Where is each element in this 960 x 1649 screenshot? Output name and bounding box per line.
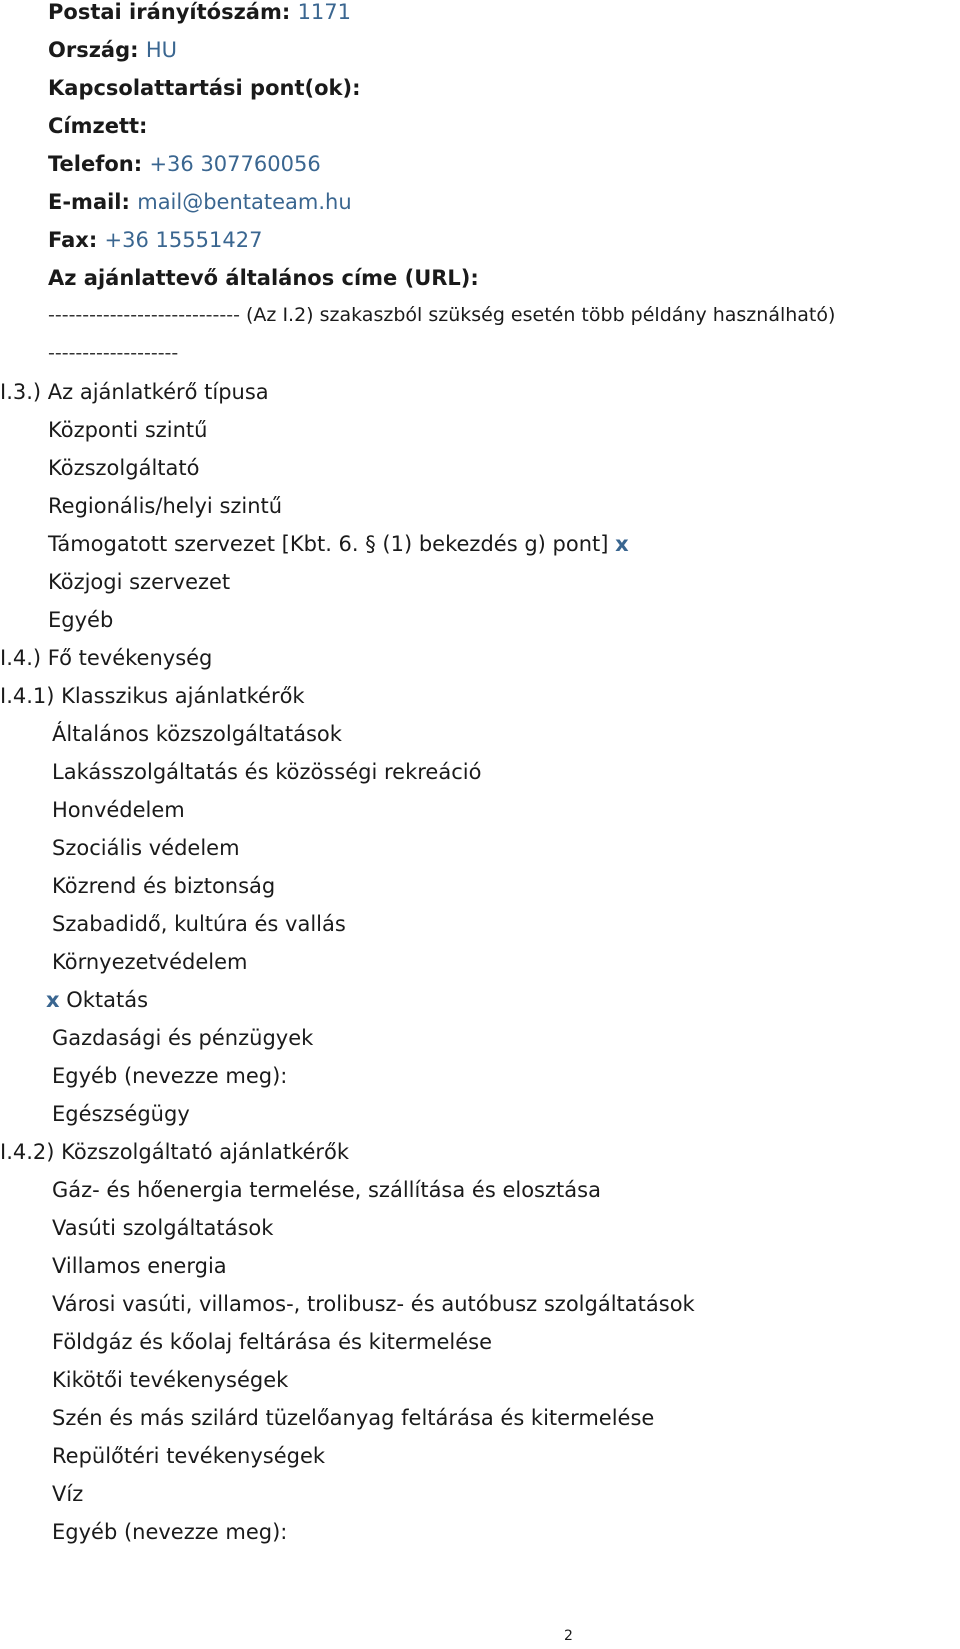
separator-note: (Az I.2) szakaszból szükség esetén több példány használható): [246, 304, 836, 326]
section-14-heading: I.4.) Fő tevékenység: [0, 646, 213, 670]
list-item-label: Támogatott szervezet [Kbt. 6. § (1) bekezdés g) pont]: [48, 532, 609, 556]
list-item: Szén és más szilárd tüzelőanyag feltárása és kitermelése: [52, 1406, 655, 1430]
separator-dashes-left: ----------------------------: [48, 304, 240, 326]
list-item: Egészségügy: [52, 1102, 190, 1126]
list-item: Villamos energia: [52, 1254, 227, 1278]
list-item: Kikötői tevékenységek: [52, 1368, 289, 1392]
country-value: HU: [145, 38, 178, 62]
list-item: Általános közszolgáltatások: [52, 722, 342, 746]
list-item: Víz: [52, 1482, 84, 1506]
list-item: Repülőtéri tevékenységek: [52, 1444, 326, 1468]
email-row: [48, 190, 352, 215]
fax-row: [48, 228, 262, 253]
fax-label: Fax:: [48, 228, 98, 252]
country-label: Ország:: [48, 38, 139, 62]
list-item: Regionális/helyi szintű: [48, 494, 283, 518]
list-item-label: Oktatás: [66, 988, 149, 1012]
list-item: Szabadidő, kultúra és vallás: [52, 912, 346, 936]
list-item: Honvédelem: [52, 798, 185, 822]
postal-code-row: [48, 0, 351, 25]
phone-row: [48, 152, 321, 177]
contact-points-label: Kapcsolattartási pont(ok):: [48, 76, 361, 100]
separator-dashes-bottom: -------------------: [48, 342, 179, 364]
list-item: Vasúti szolgáltatások: [52, 1216, 274, 1240]
list-item: Környezetvédelem: [52, 950, 248, 974]
list-item: Egyéb: [48, 608, 114, 632]
list-item: Földgáz és kőolaj feltárása és kitermelése: [52, 1330, 493, 1354]
list-item: Városi vasúti, villamos-, trolibusz- és autóbusz szolgáltatások: [52, 1292, 695, 1316]
postal-code-value: 1171: [297, 0, 352, 24]
list-item: Egyéb (nevezze meg):: [52, 1520, 288, 1544]
selected-mark: x: [615, 532, 629, 556]
fax-value: +36 15551427: [104, 228, 263, 252]
list-item: Közjogi szervezet: [48, 570, 231, 594]
section-141-heading: I.4.1) Klasszikus ajánlatkérők: [0, 684, 305, 708]
separator-row: [48, 304, 835, 327]
list-item: Lakásszolgáltatás és közösségi rekreáció: [52, 760, 482, 784]
phone-value: +36 307760056: [149, 152, 321, 176]
list-item: Gazdasági és pénzügyek: [52, 1026, 314, 1050]
list-item: Közrend és biztonság: [52, 874, 276, 898]
list-item: Központi szintű: [48, 418, 208, 442]
email-label: E-mail:: [48, 190, 130, 214]
list-item: Gáz- és hőenergia termelése, szállítása és elosztása: [52, 1178, 601, 1202]
section-142-heading: I.4.2) Közszolgáltató ajánlatkérők: [0, 1140, 350, 1164]
url-label: Az ajánlattevő általános címe (URL):: [48, 266, 479, 290]
selected-mark: x: [46, 988, 60, 1012]
postal-code-label: Postai irányítószám:: [48, 0, 291, 24]
list-item: Egyéb (nevezze meg):: [52, 1064, 288, 1088]
list-item-selected: [48, 532, 629, 557]
recipient-label: Címzett:: [48, 114, 148, 138]
list-item: Szociális védelem: [52, 836, 240, 860]
country-row: [48, 38, 177, 63]
list-item: Közszolgáltató: [48, 456, 200, 480]
section-13-heading: I.3.) Az ajánlatkérő típusa: [0, 380, 269, 404]
page-number: 2: [564, 1628, 573, 1644]
phone-label: Telefon:: [48, 152, 143, 176]
email-value: mail@bentateam.hu: [137, 190, 352, 214]
list-item-selected: [46, 988, 148, 1013]
